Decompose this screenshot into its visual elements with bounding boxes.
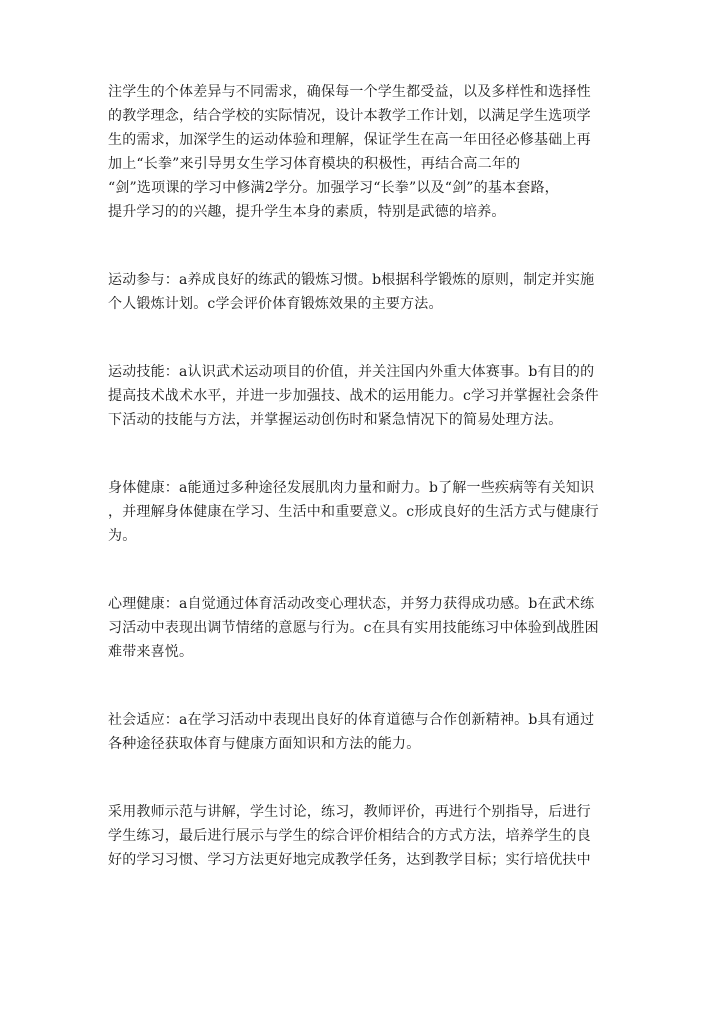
text-line: 身体健康：a能通过多种途径发展肌肉力量和耐力。b了解一些疾病等有关知识 — [108, 480, 595, 496]
text-line: 难带来喜悦。 — [108, 644, 194, 660]
paragraph-teaching-methods — [108, 800, 618, 872]
text-line: 学生练习，最后进行展示与学生的综合评价相结合的方式方法，培养学生的良 — [108, 828, 591, 844]
text-line: 注学生的个体差异与不同需求，确保每一个学生都受益，以及多样性和选择性 — [108, 84, 591, 100]
text-line: 为。 — [108, 528, 137, 544]
paragraph-sport-skills — [108, 360, 618, 432]
text-line: 采用教师示范与讲解，学生讨论，练习，教师评价，再进行个别指导，后进行 — [108, 804, 591, 820]
text-line: ，并理解身体健康在学习、生活中和重要意义。c形成良好的生活方式与健康行 — [108, 504, 599, 520]
text-line: 习活动中表现出调节情绪的意愿与行为。c在具有实用技能练习中体验到战胜困 — [108, 620, 599, 636]
text-line: 提高技术战术水平，并进一步加强技、战术的运用能力。c学习并掌握社会条件 — [108, 388, 599, 404]
paragraph-physical-health — [108, 476, 618, 548]
text-line: 个人锻炼计划。c学会评价体育锻炼效果的主要方法。 — [108, 296, 443, 312]
paragraph-sport-participation — [108, 268, 618, 316]
text-line: 运动参与：a养成良好的练武的锻炼习惯。b根据科学锻炼的原则，制定并实施 — [108, 272, 595, 288]
text-line: 加上“长拳”来引导男女生学习体育模块的积极性，再结合高二年的 — [108, 156, 521, 172]
text-line: 运动技能：a认识武术运动项目的价值，并关注国内外重大体赛事。b有目的的 — [108, 364, 595, 380]
paragraph-social-adaptation — [108, 708, 618, 756]
text-line: 生的需求，加深学生的运动体验和理解，保证学生在高一年田径必修基础上再 — [108, 132, 591, 148]
text-line: 下活动的技能与方法，并掌握运动创伤时和紧急情况下的简易处理方法。 — [108, 412, 563, 428]
text-line: 的教学理念，结合学校的实际情况，设计本教学工作计划，以满足学生选项学 — [108, 108, 591, 124]
text-line: 社会适应：a在学习活动中表现出良好的体育道德与合作创新精神。b具有通过 — [108, 712, 595, 728]
text-line: 好的学习习惯、学习方法更好地完成教学任务，达到教学目标；实行培优扶中 — [108, 852, 591, 868]
paragraph-mental-health — [108, 592, 618, 664]
text-line: 提升学习的的兴趣，提升学生本身的素质，特别是武德的培养。 — [108, 204, 506, 220]
text-line: “剑”选项课的学习中修满2学分。加强学习“长拳”以及“剑”的基本套路， — [108, 180, 559, 196]
text-line: 各种途径获取体育与健康方面知识和方法的能力。 — [108, 736, 421, 752]
document-body — [108, 80, 618, 916]
paragraph-intro — [108, 80, 618, 224]
text-line: 心理健康：a自觉通过体育活动改变心理状态，并努力获得成功感。b在武术练 — [108, 596, 595, 612]
